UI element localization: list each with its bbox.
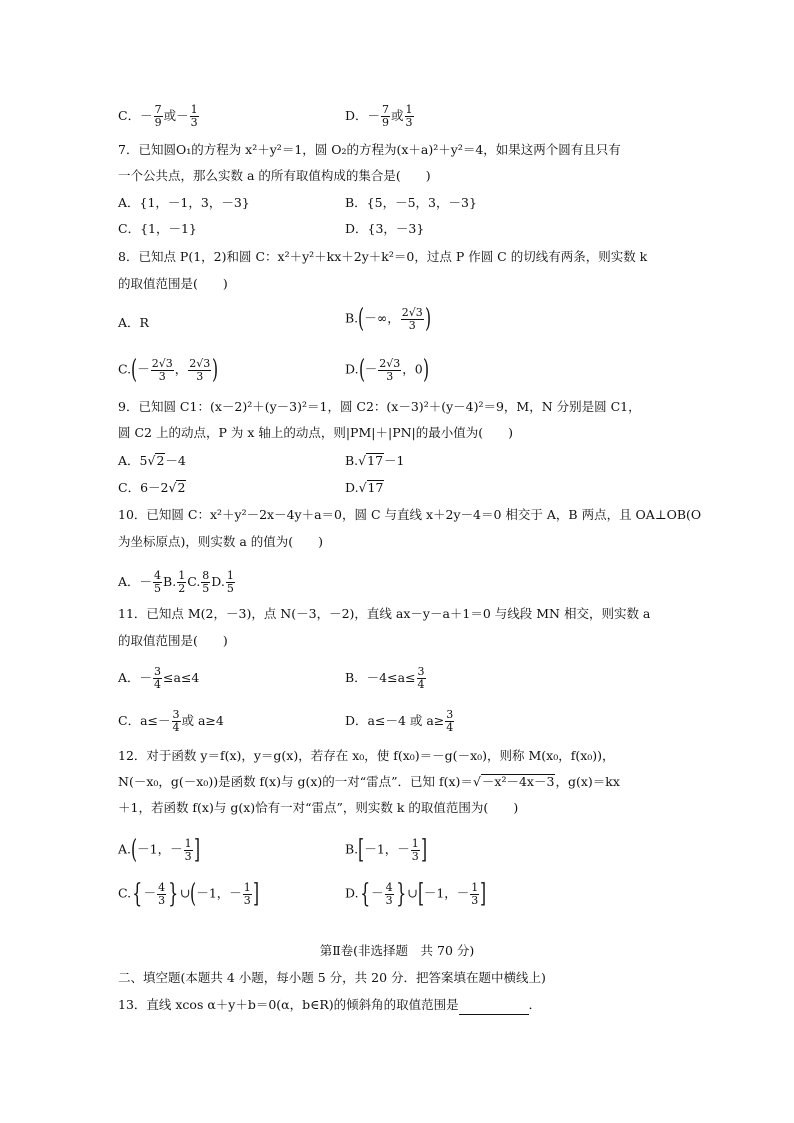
fraction: $\frac{7}{9}$ <box>382 103 390 129</box>
q8-stem-line2: 的取值范围是( ) <box>118 276 228 291</box>
q6-option-c: C．－ $\frac{7}{9}$ 或－ $\frac{1}{3}$ <box>118 103 198 129</box>
q9-option-b: B.√17－1 <box>345 453 405 468</box>
fraction: $\frac{2√3}{3}$ <box>379 356 401 383</box>
q6-option-d: D．－ $\frac{7}{9}$ 或 $\frac{1}{3}$ <box>345 103 413 129</box>
q8-option-c: C.(－ $\frac{2√3}{3}$ ， $\frac{2√3}{3}$ ) <box>118 355 219 385</box>
q8-stem-line1: 8．已知点 P(1，2)和圆 C：x²＋y²＋kx＋2y＋k²＝0，过点 P 作圆 C 的切线有两条，则实数 k <box>118 249 648 264</box>
q7-option-b: B．{5，－5，3，－3} <box>345 195 477 210</box>
q9-stem-line2: 圆 C2 上的动点，P 为 x 轴上的动点，则|PM|＋|PN|的最小值为( ) <box>118 425 514 440</box>
q9-option-c: C．6－2√2 <box>118 480 186 495</box>
q11-stem-line2: 的取值范围是( ) <box>118 633 228 648</box>
q8-option-d: D.(－ $\frac{2√3}{3}$ ，0) <box>345 355 429 385</box>
q13-stem: 13．直线 xcos α＋y＋b＝0(α，b∈R)的倾斜角的取值范围是 ． <box>118 995 541 1015</box>
part-two-title: 第Ⅱ卷(非选择题 共 70 分) <box>319 943 475 958</box>
fraction: $\frac{4}{3}$ <box>158 880 166 907</box>
q7-option-d: D．{3，－3} <box>345 221 425 236</box>
q12-stem-line3: ＋1，若函数 f(x)与 g(x)恰有一对“雷点”，则实数 k 的取值范围为( ) <box>118 800 519 815</box>
q10-stem-line2: 为坐标原点)，则实数 a 的值为( ) <box>118 534 324 549</box>
fraction: $\frac{8}{5}$ <box>202 569 210 595</box>
q11-option-a: A．－ $\frac{3}{4}$ ≤a≤4 <box>118 665 200 691</box>
q9-stem-line1: 9．已知圆 C1：(x－2)²＋(y－3)²＝1，圆 C2：(x－3)²＋(y－4)²＝9，M，N 分别是圆 C1， <box>118 399 641 414</box>
q7-option-c: C．{1，－1} <box>118 221 197 236</box>
q7-stem-line1: 7．已知圆O₁的方程为 x²＋y²＝1，圆 O₂的方程为(x＋a)²＋y²＝4，如果这两个圆有且只有 <box>118 142 621 157</box>
fraction: $\frac{2√3}{3}$ <box>189 356 211 383</box>
fraction: $\frac{2√3}{3}$ <box>401 305 423 332</box>
fraction: $\frac{7}{9}$ <box>154 103 162 129</box>
fraction: $\frac{1}{5}$ <box>226 569 234 595</box>
q10-stem-line1: 10．已知圆 C：x²＋y²－2x－4y＋a＝0，圆 C 与直线 x＋2y－4＝0 相交于 A，B 两点，且 OA⊥OB(O <box>118 507 702 522</box>
fraction: $\frac{1}{3}$ <box>243 880 251 907</box>
q12-option-b: B.[－1，－ $\frac{1}{3}$ ] <box>345 835 427 865</box>
q11-option-b: B．－4≤a≤ $\frac{3}{4}$ <box>345 665 425 691</box>
fraction: $\frac{1}{3}$ <box>405 103 413 129</box>
fraction: $\frac{1}{3}$ <box>411 836 419 863</box>
fraction: $\frac{2√3}{3}$ <box>151 356 173 383</box>
q9-option-d: D.√17 <box>345 480 384 495</box>
q12-stem-line1: 12．对于函数 y＝f(x)，y＝g(x)，若存在 x₀，使 f(x₀)＝－g(－x₀)，则称 M(x₀，f(x₀))， <box>118 748 615 763</box>
fraction: $\frac{1}{2}$ <box>178 569 186 595</box>
fraction: $\frac{3}{4}$ <box>417 665 425 691</box>
q12-stem-line2: N(－x₀，g(－x₀))是函数 f(x)与 g(x)的一对“雷点”．已知 f(x)＝√－x²－4x－3，g(x)＝kx <box>118 774 620 789</box>
q12-option-d: D.{－ $\frac{4}{3}$ }∪[－1，－ $\frac{1}{3}$ ] <box>345 879 487 909</box>
q11-option-c: C．a≤－ $\frac{3}{4}$ 或 a≥4 <box>118 708 224 734</box>
fraction: $\frac{3}{4}$ <box>446 708 454 734</box>
q11-stem-line1: 11．已知点 M(2，－3)，点 N(－3，－2)，直线 ax－y－a＋1＝0 与线段 MN 相交，则实数 a <box>118 606 651 621</box>
fraction: $\frac{1}{3}$ <box>471 880 479 907</box>
fraction: $\frac{4}{3}$ <box>385 880 393 907</box>
q12-option-a: A.(－1，－ $\frac{1}{3}$ ] <box>118 835 200 865</box>
q7-option-a: A．{1，－1，3，－3} <box>118 195 250 210</box>
fraction: $\frac{4}{5}$ <box>154 569 162 595</box>
answer-blank[interactable] <box>459 1000 529 1015</box>
fraction: $\frac{3}{4}$ <box>172 708 180 734</box>
fraction: $\frac{1}{3}$ <box>184 836 192 863</box>
q11-option-d: D．a≤－4 或 a≥ $\frac{3}{4}$ <box>345 708 454 734</box>
q7-stem-line2: 一个公共点，那么实数 a 的所有取值构成的集合是( ) <box>118 168 431 183</box>
q8-option-a: A．R <box>118 315 149 330</box>
q8-option-b: B.(－∞， $\frac{2√3}{3}$ ) <box>345 304 431 334</box>
fraction: $\frac{1}{3}$ <box>190 103 198 129</box>
q12-option-c: C.{－ $\frac{4}{3}$ }∪(－1，－ $\frac{1}{3}$ ] <box>118 879 259 909</box>
q9-option-a: A．5√2－4 <box>118 453 186 468</box>
q10-options: A．－ $\frac{4}{5}$ B. $\frac{1}{2}$ C. $\frac{8}{5}$ D. $\frac{1}{5}$ <box>118 569 234 595</box>
fraction: $\frac{3}{4}$ <box>154 665 162 691</box>
section-heading: 二、填空题(本题共 4 小题，每小题 5 分，共 20 分．把答案填在题中横线上) <box>118 970 546 985</box>
